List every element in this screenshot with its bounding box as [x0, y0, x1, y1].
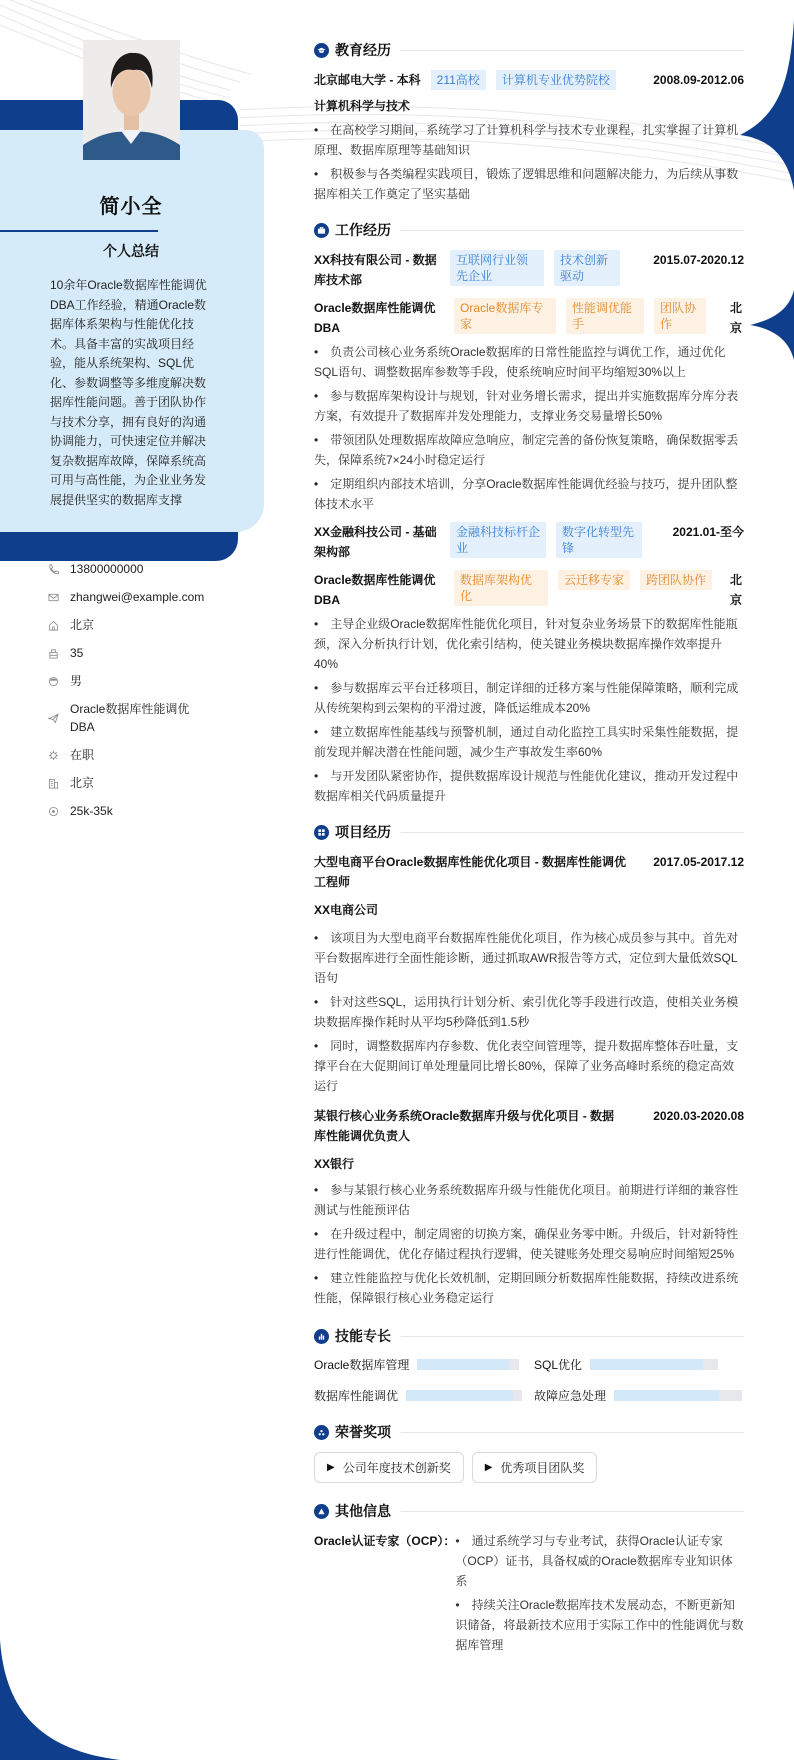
contact-city — [48, 774, 248, 792]
briefcase-icon — [314, 223, 329, 238]
skills-grid — [314, 1356, 744, 1404]
school-tag: 211高校 — [431, 70, 486, 90]
project-name: 大型电商平台Oracle数据库性能优化项目 - 数据库性能调优工程师 — [314, 855, 627, 889]
skill-bar — [406, 1390, 522, 1401]
list-item: • 负责公司核心业务系统Oracle数据库的日常性能监控与调优工作，通过优化SQL语句、调整数据库参数等手段，使系统响应时间平均缩短30%以上 — [314, 342, 744, 382]
section-work-header — [314, 220, 744, 240]
contact-status — [48, 746, 248, 764]
list-item: • 在高校学习期间，系统学习了计算机科学与技术专业课程，扎实掌握了计算机原理、数据库原理等基础知识 — [314, 120, 744, 160]
list-item: • 参与数据库云平台迁移项目，制定详细的迁移方案与性能保障策略，顺利完成从传统架构到云架构的平滑过渡，降低运维成本20% — [314, 678, 744, 718]
skill-bar — [614, 1390, 742, 1401]
project-bullets — [314, 1180, 744, 1308]
project-title-row — [314, 852, 744, 892]
company-name: XX金融科技公司 - 基础架构部 — [314, 525, 437, 559]
summary-text: 10余年Oracle数据库性能调优DBA工作经验，精通Oracle数据库体系架构与性能优化技术。具备丰富的实战项目经验，能从系统架构、SQL优化、参数调整等多维度解决数据库性能问题。善于团队协作与技术分享，拥有良好的沟通协调能力，可快速定位并解决复杂数据库故障，保障系统高可用与高性能，为企业业务发展提供坚实的数据库支撑 — [50, 278, 207, 507]
contact-gender — [48, 672, 248, 690]
contact-email — [48, 588, 248, 606]
skill-item — [314, 1387, 534, 1404]
project-entry — [314, 852, 744, 1096]
project-date: 2017.05-2017.12 — [653, 855, 744, 869]
list-item: • 参与数据库架构设计与规划，针对业务增长需求，提出并实施数据库分库分表方案，有效提升了数据库并发处理能力，支撑业务交易量增长50% — [314, 386, 744, 426]
play-triangle-icon: ▶ — [327, 1462, 335, 1473]
project-company: XX电商公司 — [314, 903, 379, 917]
play-triangle-icon: ▶ — [484, 1462, 493, 1473]
other-info — [314, 1531, 744, 1659]
awards-list — [314, 1452, 744, 1483]
status-icon — [48, 746, 64, 764]
project-name: 某银行核心业务系统Oracle数据库升级与优化项目 - 数据库性能调优负责人 — [314, 1109, 615, 1143]
list-item: • 建立数据库性能基线与预警机制，通过自动化监控工具实时采集性能数据，提前发现并解决潜在性能问题，减少生产事故发生率60% — [314, 722, 744, 762]
decorative-curve-bottom-left — [0, 1640, 120, 1760]
role-tag: 团队协作 — [654, 298, 706, 334]
job-entry — [314, 522, 744, 806]
job-role-row — [314, 298, 744, 338]
award-chip — [314, 1452, 464, 1483]
graduation-cap-icon — [314, 43, 329, 58]
company-tag: 技术创新驱动 — [554, 250, 620, 286]
contact-value: Oracle数据库性能调优DBA — [70, 702, 190, 734]
section-title: 技能专长 — [335, 1328, 391, 1344]
project-title-row — [314, 1106, 744, 1146]
contact-list — [48, 560, 248, 830]
list-item: • 持续关注Oracle数据库技术发展动态，不断更新知识储备，将最新技术应用于实际工作中的性能调优与数据库管理 — [455, 1595, 744, 1655]
contact-value: 35 — [70, 646, 84, 660]
gender-icon — [48, 672, 64, 690]
award-label: 优秀项目团队奖 — [500, 1461, 585, 1475]
job-city: 北京 — [730, 573, 743, 607]
section-divider — [401, 50, 744, 51]
list-item: • 建立性能监控与优化长效机制，定期回顾分析数据库性能数据，持续改进系统性能，保障银行核心业务稳定运行 — [314, 1268, 744, 1308]
section-title: 其他信息 — [335, 1503, 391, 1519]
job-role: Oracle数据库性能调优DBA — [314, 301, 436, 335]
skill-item — [534, 1356, 744, 1373]
skill-item — [534, 1387, 744, 1404]
salary-icon — [48, 802, 64, 820]
contact-home — [48, 616, 248, 634]
company-name: XX科技有限公司 - 数据库技术部 — [314, 253, 437, 287]
summary-title: 个人总结 — [103, 243, 159, 259]
company-tag: 互联网行业领先企业 — [450, 250, 544, 286]
role-tag: Oracle数据库专家 — [454, 298, 556, 334]
decorative-curve-right-top — [740, 20, 794, 190]
role-tag: 数据库架构优化 — [454, 570, 548, 606]
list-item: • 在升级过程中，制定周密的切换方案，确保业务零中断。升级后，针对新特性进行性能调优，优化存储过程执行逻辑，使关键账务处理交易响应时间缩短25% — [314, 1224, 744, 1264]
education-header-row — [314, 70, 744, 90]
home-icon — [48, 616, 64, 634]
section-title: 教育经历 — [335, 42, 391, 58]
job-company-row — [314, 522, 744, 562]
bar-chart-icon — [314, 1329, 329, 1344]
skill-item — [314, 1356, 534, 1373]
job-role-row — [314, 570, 744, 610]
contact-value: 北京 — [70, 618, 95, 632]
skill-name: 故障应急处理 — [534, 1389, 607, 1403]
education-date: 2008.09-2012.06 — [653, 73, 744, 87]
job-bullets — [314, 342, 744, 514]
section-title: 工作经历 — [335, 222, 391, 238]
section-other-header — [314, 1501, 744, 1521]
contact-value: 25k-35k — [70, 804, 113, 818]
other-label: Oracle认证专家（OCP）： — [314, 1534, 456, 1548]
avatar — [83, 40, 180, 160]
job-date: 2015.07-2020.12 — [653, 253, 744, 267]
section-skills-header — [314, 1326, 744, 1346]
contact-position — [48, 700, 248, 736]
project-bullets — [314, 928, 744, 1096]
grid-icon — [314, 825, 329, 840]
section-education-header — [314, 40, 744, 60]
job-bullets — [314, 614, 744, 806]
job-company-row — [314, 250, 744, 290]
contact-value: 在职 — [70, 748, 95, 762]
section-divider — [401, 1432, 744, 1433]
skill-name: Oracle数据库管理 — [314, 1358, 410, 1372]
company-tag: 数字化转型先锋 — [556, 522, 642, 558]
section-title: 荣誉奖项 — [335, 1424, 391, 1440]
education-major: 计算机科学与技术 — [314, 99, 411, 113]
role-tag: 云迁移专家 — [558, 570, 630, 590]
list-item: • 积极参与各类编程实践项目，锻炼了逻辑思维和问题解决能力，为后续从事数据库相关工作奠定了坚实基础 — [314, 164, 744, 204]
section-title: 项目经历 — [335, 824, 391, 840]
job-date: 2021.01-至今 — [672, 525, 744, 539]
section-projects-header — [314, 822, 744, 842]
list-item: • 带领团队处理数据库故障应急响应，制定完善的备份恢复策略，确保数据零丢失，保障系统7×24小时稳定运行 — [314, 430, 744, 470]
mail-icon — [48, 588, 64, 606]
phone-icon — [48, 560, 64, 578]
age-icon — [48, 644, 64, 662]
candidate-name: 简小全 — [99, 196, 163, 218]
job-city: 北京 — [730, 301, 743, 335]
skill-bar — [417, 1359, 519, 1370]
contact-age — [48, 644, 248, 662]
project-date: 2020.03-2020.08 — [653, 1109, 744, 1123]
contact-phone — [48, 560, 248, 578]
education-bullets — [314, 120, 744, 204]
award-label: 公司年度技术创新奖 — [342, 1461, 451, 1475]
company-tag: 金融科技标杆企业 — [450, 522, 546, 558]
school-tag: 计算机专业优势院校 — [496, 70, 616, 90]
job-entry — [314, 250, 744, 514]
main-content — [314, 40, 744, 1659]
list-item: • 该项目为大型电商平台数据库性能优化项目，作为核心成员参与其中。首先对平台数据库进行全面性能诊断，通过抓取AWR报告等方式，定位到大量低效SQL语句 — [314, 928, 744, 988]
role-tag: 性能调优能手 — [566, 298, 644, 334]
skill-bar — [590, 1359, 718, 1370]
skill-name: SQL优化 — [534, 1358, 583, 1372]
contact-value: 13800000000 — [70, 562, 144, 576]
decorative-curve-right-mid — [740, 290, 794, 360]
project-company: XX银行 — [314, 1157, 355, 1171]
section-divider — [401, 1511, 744, 1512]
list-item: • 同时，调整数据库内存参数、优化表空间管理等，提升数据库整体吞吐量，支撑平台在大促期间订单处理量同比增长80%，保障了业务高峰时系统的稳定高效运行 — [314, 1036, 744, 1096]
contact-salary — [48, 802, 248, 820]
list-item: • 参与某银行核心业务系统数据库升级与性能优化项目。前期进行详细的兼容性测试与性能预评估 — [314, 1180, 744, 1220]
list-item: • 定期组织内部技术培训，分享Oracle数据库性能调优经验与技巧，提升团队整体技术水平 — [314, 474, 744, 514]
send-icon — [48, 700, 64, 736]
list-item: • 通过系统学习与专业考试，获得Oracle认证专家（OCP）证书，具备权威的Oracle数据库专业知识体系 — [455, 1531, 744, 1591]
section-divider — [401, 1336, 744, 1337]
skill-name: 数据库性能调优 — [314, 1389, 399, 1403]
school-name: 北京邮电大学 - 本科 — [314, 73, 421, 87]
other-bullets — [455, 1531, 744, 1659]
section-divider — [401, 832, 744, 833]
job-role: Oracle数据库性能调优DBA — [314, 573, 436, 607]
project-entry — [314, 1106, 744, 1308]
contact-value: 男 — [70, 674, 83, 688]
contact-value: 北京 — [70, 776, 95, 790]
award-icon — [314, 1425, 329, 1440]
list-item: • 主导企业级Oracle数据库性能优化项目，针对复杂业务场景下的数据库性能瓶颈，深入分析执行计划，优化索引结构，使关键业务模块数据库操作效率提升40% — [314, 614, 744, 674]
list-item: • 针对这些SQL，运用执行计划分析、索引优化等手段进行改造，使相关业务模块数据库操作耗时从平均5秒降低到1.5秒 — [314, 992, 744, 1032]
building-icon — [48, 774, 64, 792]
list-item: • 与开发团队紧密协作，提供数据库设计规范与性能优化建议，推动开发过程中数据库相关代码质量提升 — [314, 766, 744, 806]
contact-value: zhangwei@example.com — [70, 590, 205, 604]
role-tag: 跨团队协作 — [640, 570, 712, 590]
info-icon — [314, 1504, 329, 1519]
award-chip — [472, 1452, 598, 1483]
name-divider — [0, 230, 158, 232]
section-divider — [401, 230, 744, 231]
section-awards-header — [314, 1422, 744, 1442]
